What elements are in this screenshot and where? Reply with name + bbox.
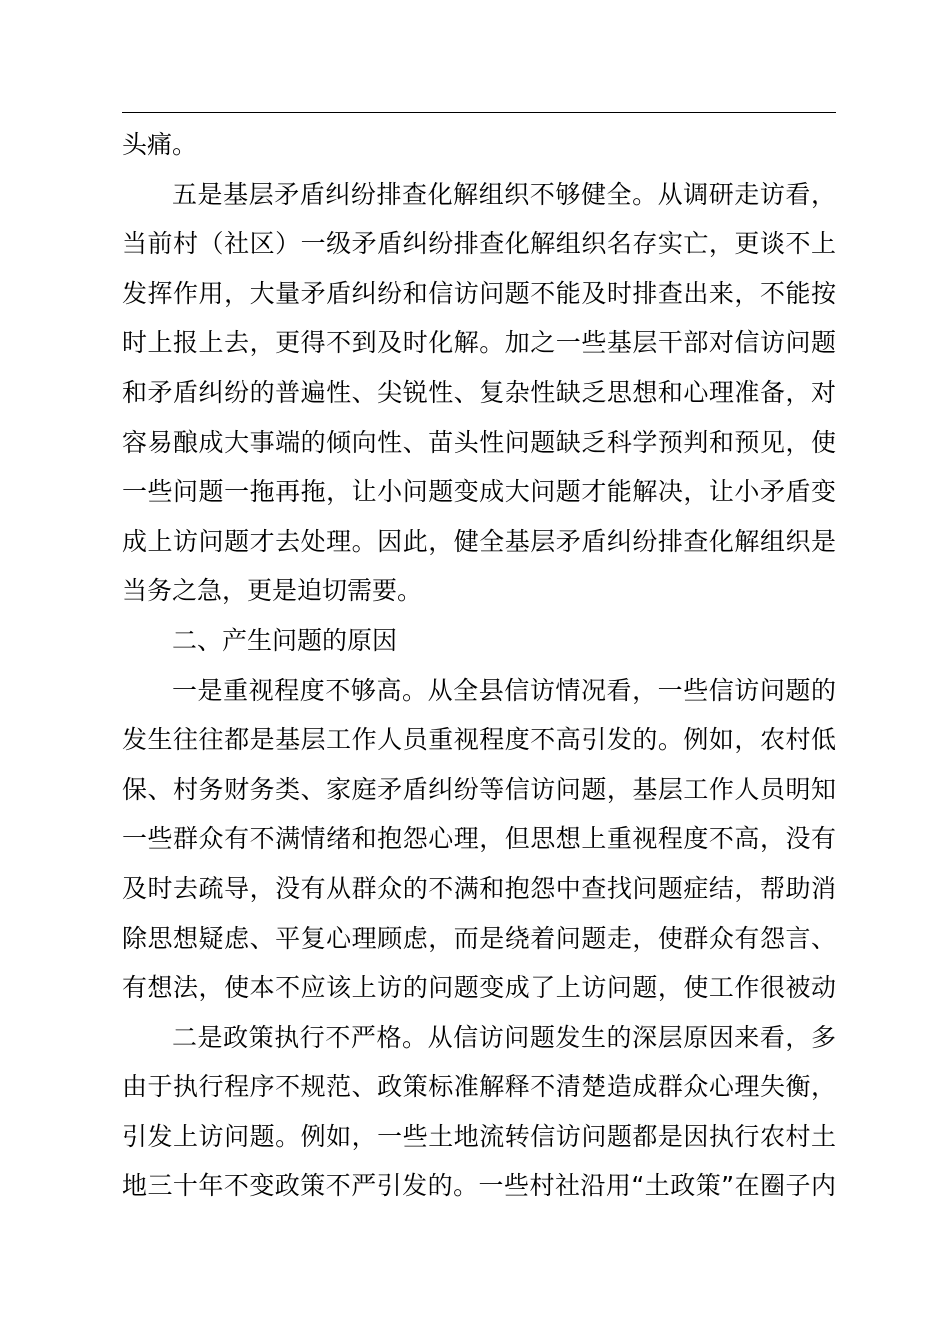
text-line: 成上访问题才去处理。因此，健全基层矛盾纠纷排查化解组织是 bbox=[122, 526, 836, 556]
text-line: 有想法，使本不应该上访的问题变成了上访问题，使工作很被动 bbox=[122, 973, 836, 1003]
text-line: 一是重视程度不够高。从全县信访情况看，一些信访问题的 bbox=[172, 675, 836, 705]
text-line: 头痛。 bbox=[122, 130, 198, 159]
text-line: 除思想疑虑、平复心理顾虑，而是绕着问题走，使群众有怨言、 bbox=[122, 923, 836, 953]
text-line: 容易酿成大事端的倾向性、苗头性问题缺乏科学预判和预见，使 bbox=[122, 427, 836, 457]
text-line: 时上报上去，更得不到及时化解。加之一些基层干部对信访问题 bbox=[122, 328, 836, 358]
text-line: 保、村务财务类、家庭矛盾纠纷等信访问题，基层工作人员明知 bbox=[122, 774, 836, 804]
text-line: 发挥作用，大量矛盾纠纷和信访问题不能及时排查出来，不能按 bbox=[122, 278, 836, 308]
text-line: 二是政策执行不严格。从信访问题发生的深层原因来看，多 bbox=[172, 1022, 836, 1052]
text-line: 一些群众有不满情绪和抱怨心理，但思想上重视程度不高，没有 bbox=[122, 824, 836, 854]
text-line: 地三十年不变政策不严引发的。一些村社沿用“土政策”在圈子内 bbox=[122, 1171, 836, 1201]
text-line: 当前村（社区）一级矛盾纠纷排查化解组织名存实亡，更谈不上 bbox=[122, 229, 836, 259]
text-line: 发生往往都是基层工作人员重视程度不高引发的。例如，农村低 bbox=[122, 725, 836, 755]
text-line: 五是基层矛盾纠纷排查化解组织不够健全。从调研走访看， bbox=[172, 179, 836, 209]
document-body bbox=[122, 120, 836, 1211]
text-line: 一些问题一拖再拖，让小问题变成大问题才能解决，让小矛盾变 bbox=[122, 477, 836, 507]
text-line: 和矛盾纠纷的普遍性、尖锐性、复杂性缺乏思想和心理准备，对 bbox=[122, 377, 836, 407]
text-line: 当务之急，更是迫切需要。 bbox=[122, 576, 423, 606]
text-line: 由于执行程序不规范、政策标准解释不清楚造成群众心理失衡， bbox=[122, 1072, 836, 1102]
header-rule bbox=[122, 112, 836, 113]
text-line: 及时去疏导，没有从群众的不满和抱怨中查找问题症结，帮助消 bbox=[122, 873, 836, 903]
text-line: 二、产生问题的原因 bbox=[172, 625, 398, 655]
text-line: 引发上访问题。例如，一些土地流转信访问题都是因执行农村土 bbox=[122, 1121, 836, 1151]
